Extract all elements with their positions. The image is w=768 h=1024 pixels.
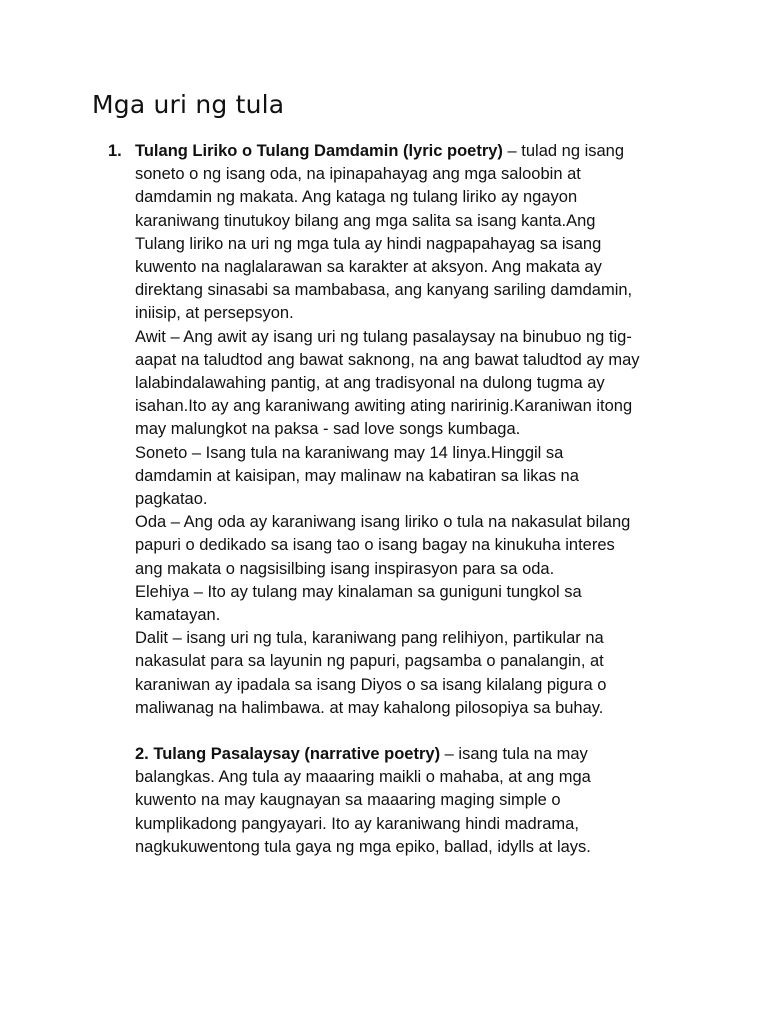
- list-number-1: 1.: [108, 142, 122, 160]
- paragraph-line: nagkukuwentong tula gaya ng mga epiko, ballad, idylls at lays.: [135, 837, 591, 856]
- paragraph-line: kamatayan.: [135, 606, 221, 625]
- section-narrative-poetry: [135, 743, 695, 859]
- paragraph-line: may malungkot na paksa - sad love songs kumbaga.: [135, 420, 521, 439]
- paragraph-line: lalabindalawahing pantig, at ang tradisyonal na dulong tugma ay: [135, 374, 605, 393]
- paragraph-line: damdamin ng makata. Ang kataga ng tulang liriko ay ngayon: [135, 188, 578, 207]
- section-heading-rest: – tulad ng isang: [502, 142, 625, 160]
- paragraph-line: Soneto – Isang tula na karaniwang may 14 linya.Hinggil sa: [135, 443, 564, 462]
- paragraph-line: kumplikadong pangyayari. Ito ay karaniwang hindi madrama,: [135, 814, 579, 833]
- paragraph-line: pagkatao.: [135, 490, 208, 509]
- paragraph-line: karaniwan ay ipadala sa isang Diyos o sa isang kilalang pigura o: [135, 675, 607, 694]
- paragraph-line: Awit – Ang awit ay isang uri ng tulang pasalaysay na binubuo ng tig-: [135, 327, 632, 346]
- section-heading: 2. Tulang Pasalaysay (narrative poetry): [135, 745, 441, 763]
- section-heading-rest: – isang tula na may: [440, 745, 588, 763]
- paragraph-line: papuri o dedikado sa isang tao o isang bagay na kinukuha interes: [135, 536, 615, 555]
- section-lyric-poetry: [135, 140, 695, 720]
- section-first-line: [135, 743, 695, 766]
- paragraph-line: Oda – Ang oda ay karaniwang isang liriko o tula na nakasulat bilang: [135, 513, 631, 532]
- paragraph-line: nakasulat para sa layunin ng papuri, pagsamba o panalangin, at: [135, 652, 604, 671]
- paragraph-line: Tulang liriko na uri ng mga tula ay hindi nagpapahayag sa isang: [135, 234, 602, 253]
- paragraph-line: maliwanag na halimbawa. at may kahalong pilosopiya sa buhay.: [135, 698, 604, 717]
- paragraph-line: iniisip, at persepsyon.: [135, 304, 294, 323]
- paragraph-line: ang makata o nagsisilbing isang inspirasyon para sa oda.: [135, 559, 555, 578]
- paragraph-line: karaniwang tinutukoy bilang ang mga salita sa isang kanta.Ang: [135, 211, 596, 230]
- paragraph-line: balangkas. Ang tula ay maaaring maikli o mahaba, at ang mga: [135, 768, 591, 787]
- section-heading: Tulang Liriko o Tulang Damdamin (lyric poetry): [135, 142, 503, 160]
- paragraph-line: soneto o ng isang oda, na ipinapahayag ang mga saloobin at: [135, 165, 581, 184]
- paragraph-line: kuwento na naglalarawan sa karakter at aksyon. Ang makata ay: [135, 258, 602, 277]
- paragraph-line: Dalit – isang uri ng tula, karaniwang pang relihiyon, partikular na: [135, 629, 604, 648]
- section-first-line: [135, 140, 695, 163]
- paragraph-line: Elehiya – Ito ay tulang may kinalaman sa guniguni tungkol sa: [135, 582, 582, 601]
- paragraph-line: direktang sinasabi sa mambabasa, ang kanyang sariling damdamin,: [135, 281, 633, 300]
- paragraph-line: damdamin at kaisipan, may malinaw na kabatiran sa likas na: [135, 466, 579, 485]
- paragraph-line: kuwento na may kaugnayan sa maaaring maging simple o: [135, 791, 561, 810]
- paragraph-line: aapat na taludtod ang bawat saknong, na ang bawat taludtod ay may: [135, 350, 640, 369]
- page-title: Mga uri ng tula: [92, 90, 285, 119]
- paragraph-line: isahan.Ito ay ang karaniwang awiting ating naririnig.Karaniwan itong: [135, 397, 633, 416]
